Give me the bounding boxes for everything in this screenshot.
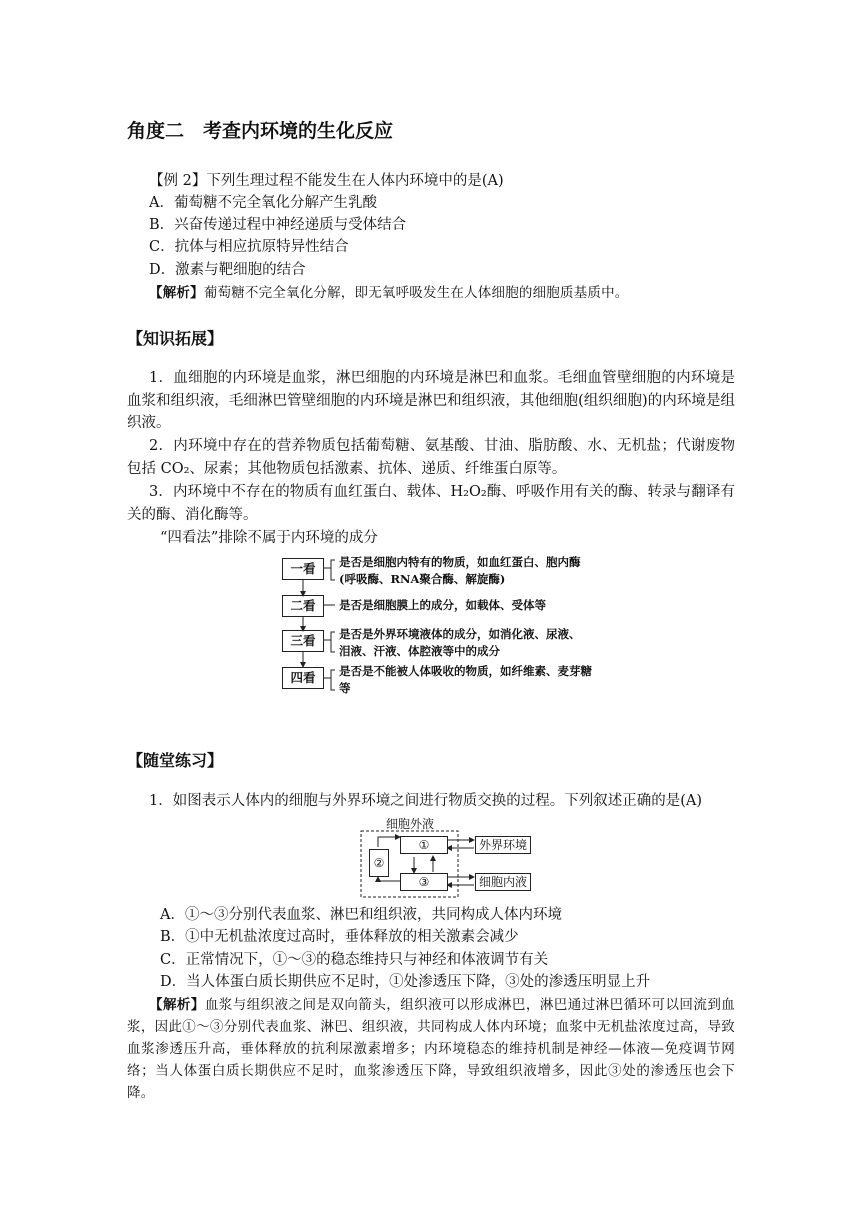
example-option-c: C．抗体与相应抗原特异性结合: [149, 239, 349, 255]
flow-step-1-box: 一看: [282, 558, 324, 580]
flow-step-2-box: 二看: [282, 595, 324, 617]
knowledge-paragraph-3: 3．内环境中不存在的物质有血红蛋白、载体、H₂O₂酶、呼吸作用有关的酶、转录与翻译有关的酶、消化酶等。: [127, 484, 735, 523]
extracellular-fluid-label: 细胞外液: [386, 817, 435, 831]
method-title: “四看法”排除不属于内环境的成分: [160, 530, 378, 546]
analysis-text: 血浆与组织液之间是双向箭头，组织液可以形成淋巴，淋巴通过淋巴循环可以回流到血浆，因此①～③分别代表血浆、淋巴、组织液，共同构成人体内环境；血浆中无机盐浓度过高，导致血浆渗透压升高，垂体释放的抗利尿激素增多；内环境稳态的维持机制是神经—体液—免疫调节网络；当人体蛋白质长期供应不足时，血浆渗透压下降，导致组织液增多，因此③处的渗透压也会下降。: [127, 997, 735, 1101]
practice-option-c: C．正常情况下，①～③的稳态维持只与神经和体液调节有关: [160, 952, 549, 968]
flow-step-3-box: 三看: [282, 630, 324, 652]
example-option-a: A．葡萄糖不完全氧化分解产生乳酸: [149, 195, 377, 211]
example-question: 【例 2】下列生理过程不能发生在人体内环境中的是(A): [149, 173, 504, 189]
analysis-tag: 【解析】: [149, 997, 205, 1013]
node-2: ②: [369, 849, 389, 877]
example-option-d: D．激素与靶细胞的结合: [149, 262, 306, 278]
practice-question: 1．如图表示人体内的细胞与外界环境之间进行物质交换的过程。下列叙述正确的是(A): [149, 793, 703, 809]
flow-step-2-text-1: 是否是细胞膜上的成分，如载体、受体等: [339, 598, 546, 612]
practice-analysis: [127, 994, 735, 1104]
intracellular-fluid-box: 细胞内液: [475, 873, 531, 891]
practice-option-b: B．①中无机盐浓度过高时，垂体释放的相关激素会减少: [160, 929, 519, 945]
flow-step-3-text-2: 泪液、汗液、体腔液等中的成分: [339, 644, 500, 658]
node-3: ③: [400, 873, 448, 891]
flow-step-4-text-1: 是否是不能被人体吸收的物质，如纤维素、麦芽糖: [339, 664, 592, 678]
flow-step-1-text-2: (呼吸酶、RNA聚合酶、解旋酶): [339, 572, 506, 586]
practice-heading: 【随堂练习】: [127, 751, 224, 770]
node-1: ①: [400, 836, 448, 854]
section-title: 角度二 考查内环境的生化反应: [127, 120, 394, 142]
flow-step-4-text-2: 等: [339, 681, 351, 695]
external-environment-box: 外界环境: [475, 836, 531, 854]
analysis-tag: 【解析】: [149, 285, 204, 301]
practice-option-d: D．当人体蛋白质长期供应不足时，①处渗透压下降，③处的渗透压明显上升: [160, 974, 651, 990]
knowledge-paragraph-1: 1．血细胞的内环境是血浆，淋巴细胞的内环境是淋巴和血浆。毛细血管壁细胞的内环境是血浆和组织液，毛细淋巴管壁细胞的内环境是淋巴和组织液，其他细胞(组织细胞)的内环境是组织液。: [127, 370, 735, 431]
analysis-text: 葡萄糖不完全氧化分解，即无氧呼吸发生在人体细胞的细胞质基质中。: [203, 285, 629, 301]
flow-step-1-text-1: 是否是细胞内特有的物质，如血红蛋白、胞内酶: [339, 555, 581, 569]
flow-step-3-text-1: 是否是外界环境液体的成分，如消化液、尿液、: [339, 627, 581, 641]
knowledge-heading: 【知识拓展】: [127, 329, 224, 348]
knowledge-paragraph-2: 2．内环境中存在的营养物质包括葡萄糖、氨基酸、甘油、脂肪酸、水、无机盐；代谢废物包括 CO₂、尿素；其他物质包括激素、抗体、递质、纤维蛋白原等。: [127, 438, 735, 477]
example-option-b: B．兴奋传递过程中神经递质与受体结合: [149, 217, 407, 233]
flow-step-4-box: 四看: [282, 667, 324, 689]
practice-option-a: A．①～③分别代表血浆、淋巴和组织液，共同构成人体内环境: [160, 907, 562, 923]
